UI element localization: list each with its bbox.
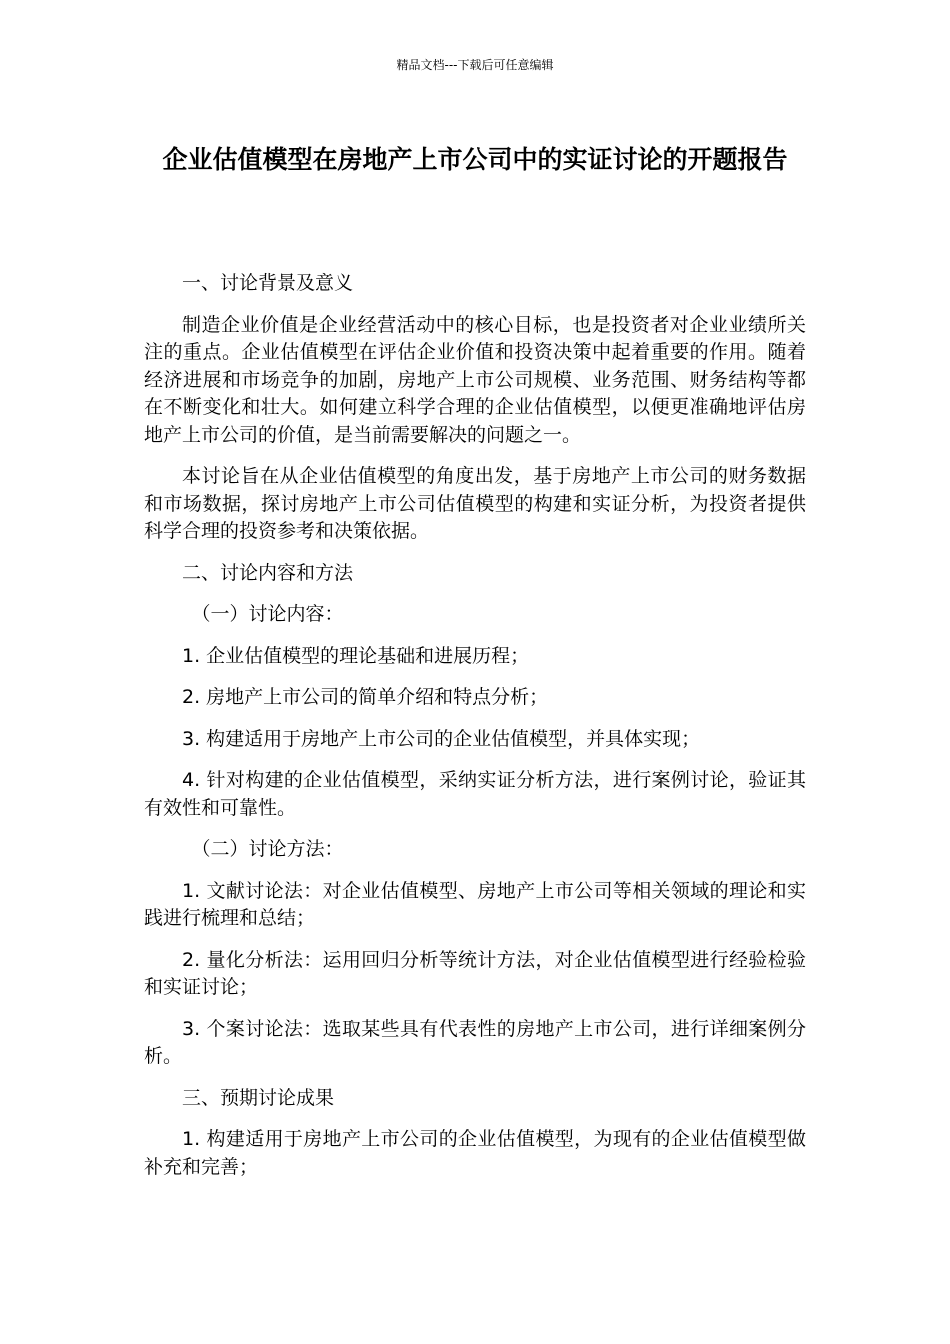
page-header: 精品文档---下载后可任意编辑 [396,58,554,72]
section-heading-background: 一、讨论背景及意义 [182,272,354,294]
subheading-methods: （二）讨论方法： [191,838,344,860]
list-item-method-2: 2. 量化分析法：运用回归分析等统计方法，对企业估值模型进行经验检验和实证讨论； [144,948,806,998]
list-item-result-1: 1. 构建适用于房地产上市公司的企业估值模型，为现有的企业估值模型做补充和完善； [144,1128,806,1178]
document-body [144,270,806,1195]
subheading-content: （一）讨论内容： [191,603,344,625]
paragraph-background-2: 本讨论旨在从企业估值模型的角度出发，基于房地产上市公司的财务数据和市场数据，探讨房地产上市公司估值模型的构建和实证分析，为投资者提供科学合理的投资参考和决策依据。 [144,465,806,542]
section-heading-content-methods: 二、讨论内容和方法 [182,561,354,584]
list-item-method-3: 3. 个案讨论法：选取某些具有代表性的房地产上市公司，进行详细案例分析。 [144,1017,806,1067]
document-title: 企业估值模型在房地产上市公司中的实证讨论的开题报告 [162,145,788,174]
list-item-method-1: 1. 文献讨论法：对企业估值模型、房地产上市公司等相关领域的理论和实践进行梳理和总结； [144,879,806,929]
section-heading-expected-results: 三、预期讨论成果 [182,1086,335,1109]
paragraph-background-1: 制造企业价值是企业经营活动中的核心目标，也是投资者对企业业绩所关注的重点。企业估值模型在评估企业价值和投资决策中起着重要的作用。随着经济进展和市场竞争的加剧，房地产上市公司规模、业务范围、财务结构等都在不断变化和壮大。如何建立科学合理的企业估值模型，以便更准确地评估房地产上市公司的价值，是当前需要解决的问题之一。 [144,313,806,446]
list-item-content-4: 4. 针对构建的企业估值模型，采纳实证分析方法，进行案例讨论，验证其有效性和可靠性。 [144,769,806,819]
list-item-content-2: 2. 房地产上市公司的简单介绍和特点分析； [182,686,549,708]
list-item-content-1: 1. 企业估值模型的理论基础和进展历程； [182,644,530,667]
list-item-content-3: 3. 构建适用于房地产上市公司的企业估值模型，并具体实现； [182,727,701,750]
